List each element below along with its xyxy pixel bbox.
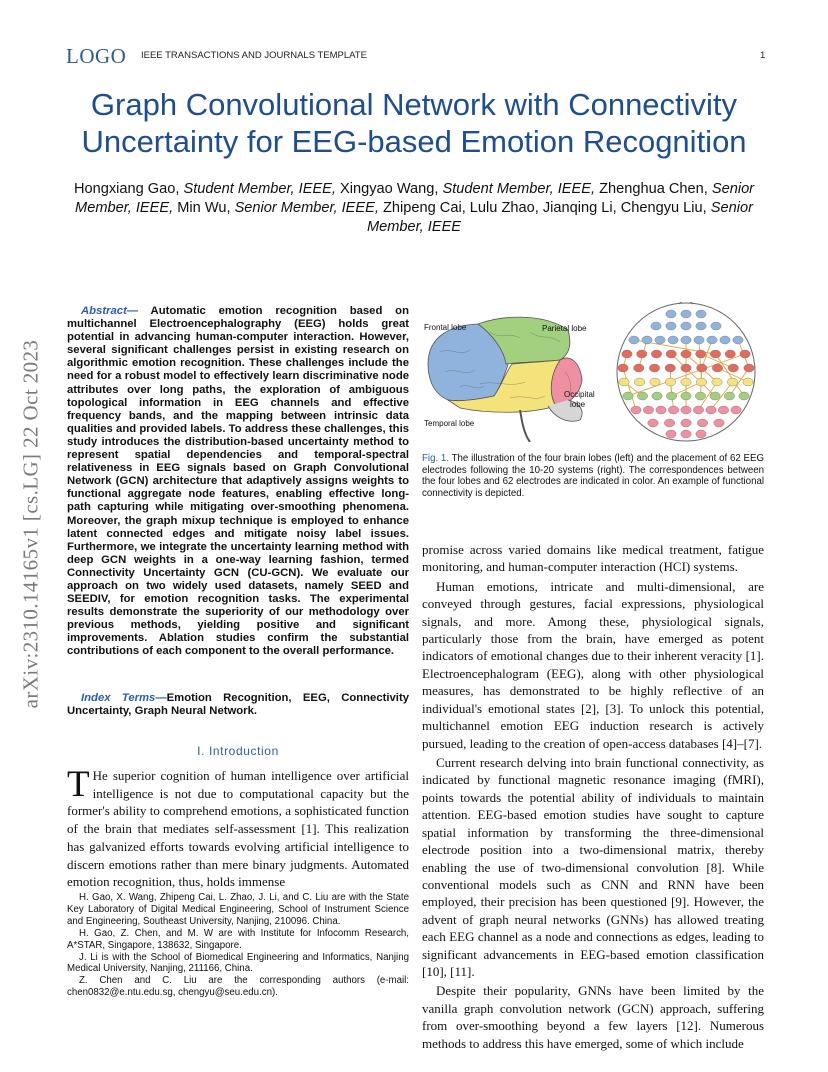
electrode-node: [695, 392, 705, 400]
electrode-node: [711, 322, 721, 330]
electrode-node: [666, 322, 676, 330]
electrode-node: [666, 310, 676, 318]
figure-1: [420, 302, 764, 442]
electrode-node: [725, 350, 735, 358]
electrode-node: [665, 378, 675, 386]
author-list: [62, 180, 766, 237]
electrode-node: [710, 392, 720, 400]
electrode-node: [681, 378, 691, 386]
electrode-node: [681, 350, 691, 358]
electrode-node: [712, 378, 722, 386]
electrode-node: [681, 364, 691, 372]
electrode-node: [637, 350, 647, 358]
abstract-label: Abstract—: [81, 305, 139, 317]
electrode-node: [665, 364, 675, 372]
figure-1-caption: [422, 453, 764, 500]
eeg-electrode-montage: [617, 302, 755, 441]
electrode-node: [743, 378, 753, 386]
body-paragraph: Despite their popularity, GNNs have been limited by the vanilla graph convolution network (GCN) approach, suffering from over-smoothing beyond a few layers [12]. Numerous methods to address this have emerged, some of which include: [422, 983, 764, 1051]
electrode-node: [696, 430, 706, 438]
figure-caption-label: Fig. 1.: [422, 453, 450, 464]
electrode-node: [623, 392, 633, 400]
electrode-node: [664, 419, 674, 427]
author-membership: Student Member, IEEE,: [183, 181, 341, 197]
arxiv-id: arXiv:2310.14165v1 [cs.LG] 22 Oct 2023: [18, 339, 43, 709]
electrode-node: [727, 378, 737, 386]
electrode-node: [666, 350, 676, 358]
electrode-node: [681, 392, 691, 400]
electrode-node: [681, 336, 691, 344]
electrode-node: [651, 350, 661, 358]
frontal-lobe-label: Frontal lobe: [424, 323, 467, 332]
electrode-node: [694, 336, 704, 344]
electrode-node: [712, 364, 722, 372]
figure-1-graphic: [420, 302, 764, 442]
electrode-node: [696, 378, 706, 386]
paper-title: Graph Convolutional Network with Connectivity Uncertainty for EEG-based Emotion Recognition: [81, 87, 747, 159]
author-name: Hongxiang Gao,: [73, 181, 184, 197]
electrode-node: [714, 419, 724, 427]
electrode-node: [656, 406, 666, 414]
electrode-node: [649, 364, 659, 372]
electrode-node: [681, 406, 691, 414]
electrode-node: [651, 322, 661, 330]
electrode-node: [681, 322, 691, 330]
brain-lobes-diagram: [424, 317, 595, 442]
right-column-body: [422, 541, 764, 1054]
electrode-node: [666, 392, 676, 400]
electrode-node: [618, 364, 628, 372]
electrode-node: [655, 336, 665, 344]
section-heading-introduction: I. Introduction: [197, 744, 279, 758]
author-name: Min Wu,: [177, 200, 235, 216]
electrode-node: [693, 406, 703, 414]
electrode-node: [634, 378, 644, 386]
electrode-node: [643, 406, 653, 414]
electrode-node: [650, 378, 660, 386]
electrode-node: [733, 336, 743, 344]
body-paragraph: Human emotions, intricate and multi-dimensional, are conveyed through gestures, facial expressions, physiological signals, and more. Among these, physiological signals, particularly those from the brain, have emerged as potent indicators of emotional changes due to their inherent veracity [1]. Electroencephalogram (EEG), along with other physiological measures, has demonstrated to be highly reflective of an individual's emotional states [2], [3]. To unlock this potential, multichannel emotion EEG induction research is actively pursued, leading to the creation of open-access databases [4]–[7].: [422, 578, 764, 751]
temporal-lobe-label: Temporal lobe: [424, 419, 475, 428]
electrode-node: [634, 364, 644, 372]
electrode-node: [706, 406, 716, 414]
electrode-node: [696, 350, 706, 358]
parietal-lobe-label: Parietal lobe: [542, 324, 587, 333]
electrode-node: [710, 350, 720, 358]
footnote: J. Li is with the School of Biomedical Engineering and Informatics, Nanjing Medical University, Nanjing, 211166, China.: [67, 951, 409, 975]
electrode-node: [619, 378, 629, 386]
occipital-lobe-label-line2: lobe: [570, 400, 586, 409]
author-name: Zhipeng Cai, Lulu Zhao, Jianqing Li, Chengyu Liu,: [383, 200, 711, 216]
footnote: Z. Chen and C. Liu are the corresponding authors (e-mail: chen0832@e.ntu.edu.sg, chengyu@seu.edu.cn).: [67, 975, 409, 999]
dropcap-letter: T: [67, 764, 90, 805]
electrode-node: [744, 364, 754, 372]
author-membership: Student Member, IEEE,: [442, 181, 600, 197]
electrode-node: [642, 336, 652, 344]
electrode-node: [707, 336, 717, 344]
index-terms-text: Emotion Recognition, EEG, Connectivity Uncertainty, Graph Neural Network.: [67, 692, 409, 718]
electrode-node: [681, 430, 691, 438]
index-terms-label: Index Terms—: [81, 692, 167, 704]
author-membership: Senior Member, IEEE,: [234, 200, 383, 216]
intro-paragraph: [67, 764, 409, 891]
electrode-node: [739, 392, 749, 400]
author-name: Xingyao Wang,: [340, 181, 443, 197]
brainstem: [520, 410, 530, 442]
electrode-node: [724, 392, 734, 400]
electrode-node: [668, 406, 678, 414]
author-name: Zhenghua Chen,: [599, 181, 712, 197]
footnote: H. Gao, X. Wang, Zhipeng Cai, L. Zhao, J. Li, and C. Liu are with the State Key Laboratory of Digital Medical Engineering, School of Instrument Science and Engineering, Southeast University, Nanjing, 210096. China.: [67, 892, 409, 927]
electrode-node: [696, 310, 706, 318]
electrode-node: [668, 336, 678, 344]
electrode-node: [666, 430, 676, 438]
intro-paragraph-text: He superior cognition of human intelligence over artificial intelligence is not due to computational capacity but the former's ability to comprehend emotions, a sophisticated function of the brain that mediates self-assessment [1]. This realization has galvanized efforts towards evolving artificial intelligence to discern emotions rather than mere binary judgments. Automated emotion recognition, thus, holds immense: [67, 768, 409, 890]
electrode-node: [740, 350, 750, 358]
electrode-node: [681, 419, 691, 427]
electrode-node: [622, 350, 632, 358]
electrode-node: [681, 310, 691, 318]
journal-name: IEEE TRANSACTIONS AND JOURNALS TEMPLATE: [141, 50, 367, 61]
electrode-node: [697, 364, 707, 372]
footnote: H. Gao, Z. Chen, and M. W are with Institute for Infocomm Research, A*STAR, Singapore, 138632, Singapore.: [67, 927, 409, 951]
electrode-node: [637, 392, 647, 400]
author-membership: Senior Member, IEEE: [366, 200, 753, 235]
page-number: 1: [760, 50, 766, 61]
author-affiliation-footnotes: [67, 892, 409, 999]
electrode-node: [631, 406, 641, 414]
author-membership: Senior Member, IEEE,: [75, 181, 755, 216]
journal-logo: LOGO: [66, 44, 127, 68]
electrode-node: [696, 322, 706, 330]
abstract: [67, 305, 409, 659]
electrode-node: [629, 336, 639, 344]
index-terms: [67, 692, 409, 718]
figure-caption-text: The illustration of the four brain lobes (left) and the placement of 62 EEG electrodes following the 10-20 systems (right). The correspondences between the four lobes and 62 electrodes are indicated in color. An example of functional connectivity is depicted.: [422, 453, 765, 500]
electrode-node: [728, 364, 738, 372]
abstract-text: Automatic emotion recognition based on multichannel Electroencephalography (EEG) holds great potential in advancing human-computer interaction. However, several significant challenges persist in existing research on algorithmic emotion recognition. These challenges include the need for a robust model to effectively learn discriminative node attributes over long paths, the exploration of ambiguous topological information in EEG channels and effective frequency bands, and the mapping between intrinsic data qualities and provided labels. To address these challenges, this study introduces the distribution-based uncertainty method to represent spatial dependencies and temporal-spectral relativeness in EEG signals based on Graph Convolutional Network (GCN) architecture that adaptively assigns weights to functional aggregate node features, enabling effective long-path capturing while mitigating over-smoothing phenomena. Moreover, the graph mixup technique is employed to enhance latent connected edges and mitigate noisy label issues. Furthermore, we integrate the uncertainty learning method with deep GCN weights in a one-way learning fashion, termed Connectivity Uncertainty GCN (CU-GCN). We evaluate our approach on two widely used datasets, namely SEED and SEEDIV, for emotion recognition tasks. The experimental results demonstrate the superiority of our methodology over previous methods, yielding positive and significant improvements. Ablation studies confirm the substantial contributions of each component to the overall performance.: [67, 305, 409, 658]
body-paragraph: promise across varied domains like medical treatment, fatigue monitoring, and human-computer interaction (HCI) systems.: [422, 542, 764, 575]
electrode-node: [648, 419, 658, 427]
electrode-node: [731, 406, 741, 414]
electrode-node: [720, 336, 730, 344]
occipital-lobe-label: Occipital: [564, 390, 595, 399]
electrode-node: [718, 406, 728, 414]
electrode-node: [652, 392, 662, 400]
electrode-node: [697, 419, 707, 427]
arxiv-sidebar-stamp: [16, 288, 46, 760]
body-paragraph: Current research delving into brain functional connectivity, as indicated by functional magnetic resonance imaging (fMRI), points towards the potential ability of individuals to maintain attention. EEG-based emotion studies have sought to capture spatial information by transforming the three-dimensional electrode position into a two-dimensional matrix, thereby enabling the use of two-dimensional convolution [8]. While conventional models such as CNN and RNN have been employed, their precision has been questioned [9]. However, the advent of graph neural networks (GNNs) has allowed treating each EEG channel as a node and connections as edges, leading to significant advancements in EEG-based emotion classification [10], [11].: [422, 754, 764, 980]
